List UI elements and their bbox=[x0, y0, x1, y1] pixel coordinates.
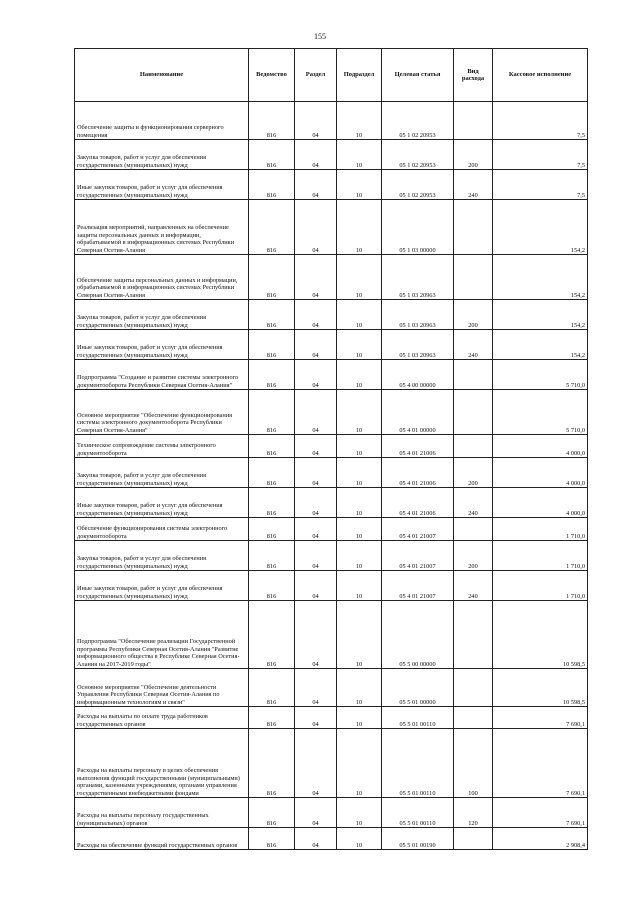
cell-subsection: 10 bbox=[337, 255, 382, 300]
table-row bbox=[75, 488, 588, 518]
cell-dept: 816 bbox=[249, 360, 295, 390]
cell-subsection: 10 bbox=[337, 140, 382, 170]
cell-subsection: 10 bbox=[337, 435, 382, 458]
cell-target: 05 1 03 20963 bbox=[382, 330, 454, 360]
cell-amount: 1 710,0 bbox=[493, 571, 588, 601]
cell-amount: 154,2 bbox=[493, 200, 588, 255]
cell-section: 04 bbox=[295, 200, 337, 255]
cell-section: 04 bbox=[295, 828, 337, 850]
cell-subsection: 10 bbox=[337, 170, 382, 200]
cell-type: 200 bbox=[454, 140, 493, 170]
cell-dept: 816 bbox=[249, 541, 295, 571]
cell-type bbox=[454, 200, 493, 255]
cell-section: 04 bbox=[295, 707, 337, 729]
cell-section: 04 bbox=[295, 390, 337, 435]
table-row bbox=[75, 458, 588, 488]
cell-target: 05 4 01 21007 bbox=[382, 541, 454, 571]
cell-amount: 1 710,0 bbox=[493, 541, 588, 571]
cell-target: 05 1 02 20953 bbox=[382, 140, 454, 170]
cell-section: 04 bbox=[295, 170, 337, 200]
page-number: 155 bbox=[314, 32, 326, 41]
header-target: Целевая статья bbox=[382, 49, 454, 102]
cell-section: 04 bbox=[295, 102, 337, 140]
cell-dept: 816 bbox=[249, 458, 295, 488]
cell-target: 05 1 03 20963 bbox=[382, 300, 454, 330]
cell-name: Основное мероприятие "Обеспечение деятельности Управления Республики Северная Осетия-Алания по информационным технологиям и связи" bbox=[75, 669, 249, 707]
cell-section: 04 bbox=[295, 360, 337, 390]
table-row bbox=[75, 300, 588, 330]
cell-type: 200 bbox=[454, 300, 493, 330]
table-row bbox=[75, 390, 588, 435]
cell-subsection: 10 bbox=[337, 707, 382, 729]
cell-amount: 2 908,4 bbox=[493, 828, 588, 850]
cell-amount: 10 598,5 bbox=[493, 601, 588, 669]
cell-dept: 816 bbox=[249, 330, 295, 360]
cell-subsection: 10 bbox=[337, 360, 382, 390]
header-amount: Кассовое исполнение bbox=[493, 49, 588, 102]
cell-section: 04 bbox=[295, 300, 337, 330]
cell-subsection: 10 bbox=[337, 518, 382, 541]
cell-target: 05 1 02 20953 bbox=[382, 170, 454, 200]
cell-section: 04 bbox=[295, 541, 337, 571]
cell-type bbox=[454, 255, 493, 300]
cell-target: 05 1 03 20963 bbox=[382, 255, 454, 300]
cell-target: 05 5 01 00190 bbox=[382, 828, 454, 850]
cell-name: Закупка товаров, работ и услуг для обеспечения государственных (муниципальных) нужд bbox=[75, 300, 249, 330]
cell-subsection: 10 bbox=[337, 571, 382, 601]
cell-subsection: 10 bbox=[337, 330, 382, 360]
cell-dept: 816 bbox=[249, 300, 295, 330]
cell-target: 05 1 02 20953 bbox=[382, 102, 454, 140]
cell-section: 04 bbox=[295, 798, 337, 828]
cell-dept: 816 bbox=[249, 255, 295, 300]
cell-subsection: 10 bbox=[337, 458, 382, 488]
cell-name: Основное мероприятие "Обеспечение функционирования системы электронного документооборота Республики Северная Осетия-Алания" bbox=[75, 390, 249, 435]
cell-amount: 154,2 bbox=[493, 330, 588, 360]
header-type: Вид расхода bbox=[454, 49, 493, 102]
cell-name: Реализация мероприятий, направленных на обеспечение защиты персональных данных и информации, обрабатываемой в информационных системах Республики Северная Осетия-Алания bbox=[75, 200, 249, 255]
cell-name: Иные закупки товаров, работ и услуг для обеспечения государственных (муниципальных) нужд bbox=[75, 488, 249, 518]
cell-target: 05 5 01 00110 bbox=[382, 798, 454, 828]
cell-target: 05 5 01 00110 bbox=[382, 707, 454, 729]
cell-name: Обеспечение функционирования системы электронного документооборота bbox=[75, 518, 249, 541]
cell-amount: 154,2 bbox=[493, 255, 588, 300]
cell-type: 120 bbox=[454, 798, 493, 828]
header-section: Раздел bbox=[295, 49, 337, 102]
cell-target: 05 5 01 00110 bbox=[382, 729, 454, 798]
cell-section: 04 bbox=[295, 601, 337, 669]
cell-section: 04 bbox=[295, 140, 337, 170]
cell-type: 240 bbox=[454, 330, 493, 360]
cell-type: 240 bbox=[454, 488, 493, 518]
cell-amount: 4 000,0 bbox=[493, 458, 588, 488]
cell-subsection: 10 bbox=[337, 729, 382, 798]
cell-section: 04 bbox=[295, 330, 337, 360]
cell-name: Закупка товаров, работ и услуг для обеспечения государственных (муниципальных) нужд bbox=[75, 140, 249, 170]
cell-type bbox=[454, 707, 493, 729]
cell-type: 240 bbox=[454, 170, 493, 200]
cell-name: Расходы на выплаты персоналу государственных (муниципальных) органов bbox=[75, 798, 249, 828]
cell-type bbox=[454, 518, 493, 541]
cell-name: Обеспечение защиты и функционирования серверного помещения bbox=[75, 102, 249, 140]
cell-amount: 5 710,0 bbox=[493, 390, 588, 435]
cell-target: 05 4 01 21006 bbox=[382, 435, 454, 458]
cell-dept: 816 bbox=[249, 102, 295, 140]
cell-dept: 816 bbox=[249, 488, 295, 518]
cell-name: Подпрограмма "Создание и развитие системы электронного документооборота Республики Северная Осетия-Алания" bbox=[75, 360, 249, 390]
cell-subsection: 10 bbox=[337, 488, 382, 518]
cell-type bbox=[454, 669, 493, 707]
cell-section: 04 bbox=[295, 669, 337, 707]
table-row bbox=[75, 729, 588, 798]
cell-name: Обеспечение защиты персональных данных и информации, обрабатываемой в информационных системах Республики Северная Осетия-Алания bbox=[75, 255, 249, 300]
table-row bbox=[75, 360, 588, 390]
table-row bbox=[75, 571, 588, 601]
cell-section: 04 bbox=[295, 435, 337, 458]
cell-target: 05 4 01 21006 bbox=[382, 488, 454, 518]
table-row bbox=[75, 102, 588, 140]
cell-type: 200 bbox=[454, 541, 493, 571]
cell-type bbox=[454, 828, 493, 850]
cell-amount: 5 710,0 bbox=[493, 360, 588, 390]
cell-amount: 7,5 bbox=[493, 140, 588, 170]
table-row bbox=[75, 669, 588, 707]
cell-dept: 816 bbox=[249, 707, 295, 729]
cell-section: 04 bbox=[295, 488, 337, 518]
cell-subsection: 10 bbox=[337, 541, 382, 571]
cell-dept: 816 bbox=[249, 390, 295, 435]
cell-target: 05 5 01 00000 bbox=[382, 669, 454, 707]
cell-type: 200 bbox=[454, 458, 493, 488]
cell-subsection: 10 bbox=[337, 601, 382, 669]
table-row bbox=[75, 541, 588, 571]
cell-target: 05 4 01 21007 bbox=[382, 518, 454, 541]
cell-name: Иные закупки товаров, работ и услуг для обеспечения государственных (муниципальных) нужд bbox=[75, 170, 249, 200]
cell-amount: 10 598,5 bbox=[493, 669, 588, 707]
cell-amount: 4 000,0 bbox=[493, 435, 588, 458]
cell-target: 05 4 01 21007 bbox=[382, 571, 454, 601]
cell-dept: 816 bbox=[249, 669, 295, 707]
cell-type bbox=[454, 435, 493, 458]
table-row bbox=[75, 707, 588, 729]
cell-section: 04 bbox=[295, 571, 337, 601]
table-row bbox=[75, 140, 588, 170]
cell-type bbox=[454, 390, 493, 435]
cell-name: Иные закупки товаров, работ и услуг для обеспечения государственных (муниципальных) нужд bbox=[75, 571, 249, 601]
cell-dept: 816 bbox=[249, 828, 295, 850]
cell-name: Иные закупки товаров, работ и услуг для обеспечения государственных (муниципальных) нужд bbox=[75, 330, 249, 360]
cell-dept: 816 bbox=[249, 571, 295, 601]
header-subsection: Подраздел bbox=[337, 49, 382, 102]
cell-type bbox=[454, 102, 493, 140]
cell-dept: 816 bbox=[249, 729, 295, 798]
cell-subsection: 10 bbox=[337, 798, 382, 828]
cell-type: 240 bbox=[454, 571, 493, 601]
table-row bbox=[75, 330, 588, 360]
table-row bbox=[75, 200, 588, 255]
cell-subsection: 10 bbox=[337, 102, 382, 140]
cell-name: Закупка товаров, работ и услуг для обеспечения государственных (муниципальных) нужд bbox=[75, 458, 249, 488]
cell-type bbox=[454, 360, 493, 390]
cell-amount: 7 690,1 bbox=[493, 729, 588, 798]
cell-amount: 1 710,0 bbox=[493, 518, 588, 541]
cell-name: Расходы на выплаты персоналу в целях обеспечения выполнения функций государственными (муниципальными) органами, казенными учреждениями, органами управления государственными внебюджетными фондами bbox=[75, 729, 249, 798]
table-row bbox=[75, 255, 588, 300]
table-row bbox=[75, 798, 588, 828]
cell-section: 04 bbox=[295, 518, 337, 541]
cell-subsection: 10 bbox=[337, 200, 382, 255]
cell-amount: 7 690,1 bbox=[493, 707, 588, 729]
budget-table bbox=[74, 48, 588, 850]
cell-amount: 7,5 bbox=[493, 102, 588, 140]
cell-dept: 816 bbox=[249, 435, 295, 458]
cell-dept: 816 bbox=[249, 140, 295, 170]
cell-target: 05 1 03 00000 bbox=[382, 200, 454, 255]
header-dept: Ведомство bbox=[249, 49, 295, 102]
cell-name: Закупка товаров, работ и услуг для обеспечения государственных (муниципальных) нужд bbox=[75, 541, 249, 571]
cell-dept: 816 bbox=[249, 518, 295, 541]
cell-target: 05 5 00 00000 bbox=[382, 601, 454, 669]
cell-subsection: 10 bbox=[337, 828, 382, 850]
cell-name: Расходы на обеспечение функций государственных органов bbox=[75, 828, 249, 850]
header-row bbox=[75, 49, 588, 102]
cell-amount: 7 690,1 bbox=[493, 798, 588, 828]
cell-amount: 154,2 bbox=[493, 300, 588, 330]
cell-dept: 816 bbox=[249, 200, 295, 255]
cell-type bbox=[454, 601, 493, 669]
cell-section: 04 bbox=[295, 458, 337, 488]
cell-name: Подпрограмма "Обеспечение реализации Государственной программы Республики Северная Осетия-Алания "Развитие информационного общества в Республике Северная Осетия-Алания на 2017-2019 годы" bbox=[75, 601, 249, 669]
cell-section: 04 bbox=[295, 729, 337, 798]
cell-subsection: 10 bbox=[337, 390, 382, 435]
cell-name: Расходы на выплаты по оплате труда работников государственных органов bbox=[75, 707, 249, 729]
cell-target: 05 4 00 00000 bbox=[382, 360, 454, 390]
table-row bbox=[75, 435, 588, 458]
cell-amount: 4 000,0 bbox=[493, 488, 588, 518]
table-row bbox=[75, 518, 588, 541]
table-row bbox=[75, 170, 588, 200]
cell-amount: 7,5 bbox=[493, 170, 588, 200]
cell-name: Техническое сопровождение системы электронного документооборота bbox=[75, 435, 249, 458]
header-name: Наименование bbox=[75, 49, 249, 102]
cell-subsection: 10 bbox=[337, 669, 382, 707]
table-row bbox=[75, 828, 588, 850]
cell-dept: 816 bbox=[249, 798, 295, 828]
cell-type: 100 bbox=[454, 729, 493, 798]
cell-section: 04 bbox=[295, 255, 337, 300]
cell-dept: 816 bbox=[249, 601, 295, 669]
cell-subsection: 10 bbox=[337, 300, 382, 330]
cell-target: 05 4 01 00000 bbox=[382, 390, 454, 435]
table-row bbox=[75, 601, 588, 669]
cell-target: 05 4 01 21006 bbox=[382, 458, 454, 488]
cell-dept: 816 bbox=[249, 170, 295, 200]
